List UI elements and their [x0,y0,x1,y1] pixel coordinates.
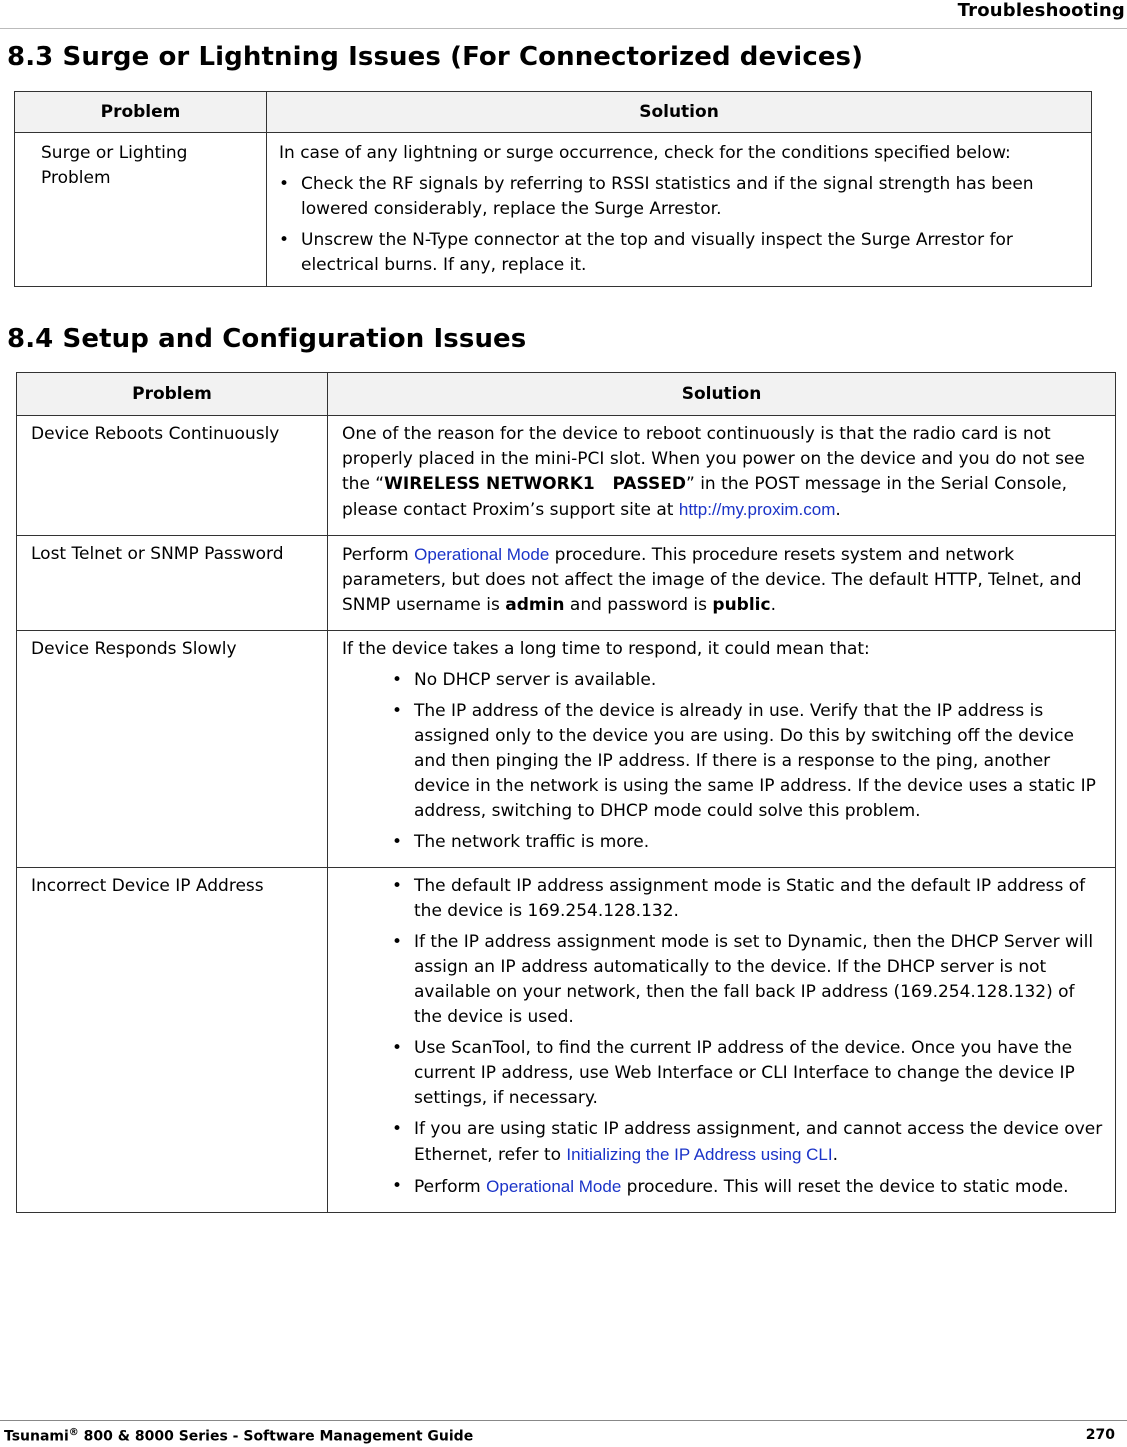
table-header-row [17,373,1116,416]
list-item: • The default IP address assignment mode is Static and the default IP address of the device is 169.254.128.132. [392,874,1103,924]
solution-cell [328,416,1116,536]
list-item [392,1117,1103,1168]
problem-column-header: Problem [17,373,328,416]
solution-text: procedure. This procedure resets system and network parameters, but does not affect the image of the device. The default HTTP, Telnet, and SNMP username is [342,545,1082,615]
list-item: • The IP address of the device is already in use. Verify that the IP address is assigned only to the device you are using. Do this by switching off the device and then pinging the IP address. If there is a response to the ping, another device in the network is using the same IP address. If the device uses a static IP address, switching to DHCP mode could solve this problem. [392,699,1103,824]
surge-issues-table [14,91,1092,287]
table-row [17,416,1116,536]
problem-cell [17,631,328,868]
setup-issues-table [16,372,1116,1213]
list-item: • Check the RF signals by referring to RSSI statistics and if the signal strength has been lowered considerably, replace the Surge Arrestor. [279,172,1079,222]
solution-column-header: Solution [328,373,1116,416]
registered-mark: ® [68,1427,79,1438]
solution-cell [328,868,1116,1213]
solution-bullet-list [279,172,1079,278]
problem-text: Device Reboots Continuously [31,424,280,444]
footer-guide-name: 800 & 8000 Series - Software Management Guide [78,1428,474,1445]
operational-mode-link[interactable]: Operational Mode [486,1177,622,1196]
page-number: 270 [1085,1427,1115,1443]
solution-intro: If the device takes a long time to respond, it could mean that: [342,639,870,659]
solution-bullet-list [392,668,1103,855]
problem-text: Device Responds Slowly [31,639,237,659]
list-item: • The network traffic is more. [392,830,1103,855]
solution-text: One of the reason for the device to reboot continuously is that the radio card is not properly placed in the mini-PCI slot. When you power on the device and you do not see the “ [342,424,1085,494]
table-row [17,631,1116,868]
problem-text: Surge or Lighting Problem [41,143,188,188]
list-item-text: If you are using static IP address assignment, and cannot access the device over Ethernet, refer to [414,1119,1103,1165]
problem-cell [17,536,328,631]
section-8-4-heading: 8.4 Setup and Configuration Issues [7,324,527,354]
list-item-text: procedure. This will reset the device to static mode. [621,1177,1069,1197]
footer-rule [0,1420,1127,1421]
footer-guide-title [4,1427,473,1445]
list-item-text: Perform [414,1177,487,1197]
problem-cell [17,416,328,536]
running-header-title: Troubleshooting [957,0,1125,21]
problem-text: Lost Telnet or SNMP Password [31,544,284,564]
list-item: • Use ScanTool, to find the current IP address of the device. Once you have the current IP address, use Web Interface or CLI Interface to change the device IP settings, if necessary. [392,1036,1103,1111]
solution-text: ” in the POST message in the Serial Console, please contact Proxim’s support site at [342,474,1068,520]
problem-text: Incorrect Device IP Address [31,876,264,896]
solution-intro: In case of any lightning or surge occurrence, check for the conditions specified below: [279,143,1011,163]
solution-cell [328,536,1116,631]
problem-cell [15,133,267,287]
default-username: admin [505,595,565,615]
initializing-ip-cli-link[interactable]: Initializing the IP Address using CLI [566,1145,833,1164]
list-item: • Unscrew the N-Type connector at the top and visually inspect the Surge Arrestor for electrical burns. If any, replace it. [279,228,1079,278]
table-header-row [15,92,1092,133]
solution-text: Perform [342,545,415,565]
default-password: public [712,595,771,615]
header-rule [0,28,1127,29]
footer-product: Tsunami [4,1428,69,1445]
list-item: • If the IP address assignment mode is set to Dynamic, then the DHCP Server will assign an IP address automatically to the device. If the DHCP server is not available on your network, then the fall back IP address (169.254.128.132) of the device is used. [392,930,1103,1030]
list-item-text: . [832,1145,839,1165]
table-row [15,133,1092,287]
solution-column-header: Solution [267,92,1092,133]
operational-mode-link[interactable]: Operational Mode [414,545,550,564]
list-item: • No DHCP server is available. [392,668,1103,693]
solution-cell [267,133,1092,287]
post-message-text: WIRELESS NETWORK1 PASSED [384,474,686,494]
table-row [17,868,1116,1213]
solution-text: . [770,595,776,615]
solution-bullet-list [392,874,1103,1200]
solution-cell [328,631,1116,868]
list-item [392,1174,1103,1200]
solution-text: and password is [564,595,713,615]
proxim-support-link[interactable]: http://my.proxim.com [678,500,836,519]
problem-column-header: Problem [15,92,267,133]
table-row [17,536,1116,631]
solution-text: . [835,500,841,520]
problem-cell [17,868,328,1213]
section-8-3-heading: 8.3 Surge or Lightning Issues (For Connectorized devices) [7,42,864,72]
